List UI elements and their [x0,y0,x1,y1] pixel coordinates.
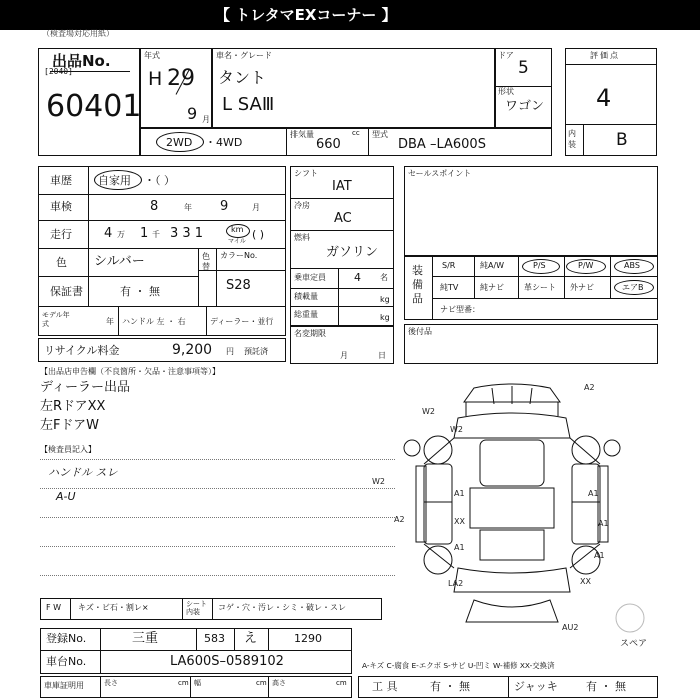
mark-w2-top: W2 [422,407,435,416]
equip-nav: ナビ型番： [440,305,480,314]
model-year-dealer: ディーラー・並行 [210,317,274,326]
lot-label: 出品No. [52,52,111,70]
weight-label: 総重量 [294,310,318,319]
displacement-label: 排気量 [290,130,314,139]
registration-label: 登録No. [46,632,87,645]
recycle-status: 預託済 [244,347,268,356]
year-value: 29 [167,66,195,91]
car-box [212,48,495,128]
notes-line-1: ディーラー出品 [40,380,130,395]
car-label: 車名・グレード [216,51,272,60]
model-value: DBA –LA600S [398,137,486,152]
mark-a1-lr: A1 [454,543,465,552]
jack-value: 有 ・ 無 [586,680,626,693]
equipment-label: 装備品 [412,264,423,305]
inspection-label: 車検 [50,200,72,213]
damage-legend: A-キズ C-腐食 E-エクボ S-サビ U-凹ミ W-補修 XX-交換済 [362,661,555,670]
garage-label: 車庫証明用 [44,681,84,690]
name-change-label: 名変期限 [294,329,326,338]
load-label: 積載量 [294,292,318,301]
year-label: 年式 [144,51,160,60]
equip-r1-1: 純A/W [480,261,505,270]
weight-unit: kg [380,313,390,322]
mileage-mile: マイル [228,238,246,245]
capacity-value: 4 [354,271,361,284]
shape-value: ワゴン [505,99,545,114]
score-label: 評価点 [590,51,620,60]
mileage-label: 走行 [50,228,72,241]
notes-line-2: 左RドアXX [40,399,106,414]
fuel-value: ガソリン [326,245,379,260]
mileage-rest: 3 3 1 [170,226,204,241]
year-month-unit: 月 [202,115,210,124]
mileage-sen-unit: 千 [152,230,160,239]
history-rest: ・（ ） [144,174,175,187]
drive-4wd: 4WD [216,136,243,149]
recycle-unit: 円 [226,347,234,356]
mileage-km: km [231,225,244,234]
shift-label: シフト [294,169,318,178]
registration-class: 583 [204,632,225,645]
color-change-label: 色替 [202,252,210,271]
shape-label: 形状 [498,87,514,96]
sales-point-label: セールスポイント [408,169,472,178]
score-value: 4 [596,84,612,112]
inspection-month-unit: 月 [252,203,260,212]
mark-a1-rf: A1 [588,489,599,498]
color-label: 色 [56,256,67,269]
car-name: タント [218,68,267,87]
banner-title: 【 トレタマEXコーナー 】 [215,6,397,24]
fw-rest: コゲ・穴・汚レ・シミ・破レ・スレ [218,603,346,612]
jack-label: ジャッキ [514,680,558,693]
mark-xx-left: XX [454,517,465,526]
load-unit: kg [380,295,390,304]
door-value: 5 [518,58,529,78]
fw-label: F W [46,603,62,612]
mark-a1-rr: A1 [594,551,605,560]
mark-a1-right: A1 [598,519,609,528]
garage-width: 幅 [194,679,201,687]
chassis-value: LA600S–0589102 [170,654,284,669]
name-change-day: 日 [378,351,386,360]
inspection-month: 9 [220,199,229,214]
interior-value: B [616,130,628,150]
history-label: 車歴 [50,174,72,187]
shift-value: IAT [332,179,352,194]
mark-a1-lf: A1 [454,489,465,498]
history-value: 自家用 [98,174,131,187]
notes-line-3: 左FドアW [40,418,99,433]
notes-label: 【出品店申告欄（不良箇所・欠品・注意事項等）】 [40,367,220,376]
mileage-man: 4 [104,226,113,241]
door-label: ドア [498,51,514,60]
equip-r2-0: 純TV [440,283,459,292]
aftermarket-box [404,324,658,364]
car-diagram [362,378,662,658]
lot-number: 60401 [46,89,142,124]
mileage-sen: 1 [140,226,149,241]
equip-r1-0: S/R [442,261,456,270]
garage-width-cm: cm [256,679,267,687]
garage-length: 長さ [104,679,118,687]
color-code-label: カラーNo. [220,251,258,260]
recycle-value: 9,200 [172,342,213,358]
color-value: シルバー [94,254,145,269]
equip-r1-2: P/S [533,261,546,270]
fw-items: キズ・ビ石・割レ× [78,603,149,612]
capacity-unit: 名 [380,273,388,282]
equip-r2-4: エアB [622,283,644,292]
inspection-year: 8 [150,199,159,214]
recycle-label: リサイクル料金 [44,344,120,357]
inspector-line-1: ハンドル スレ [48,466,118,479]
aftermarket-label: 後付品 [408,327,432,336]
equip-r2-3: 外ナビ [570,283,594,292]
registration-area: 三重 [132,631,159,646]
mark-au2: AU2 [562,623,579,632]
model-year-label: モデル年式 [42,311,70,328]
garage-length-cm: cm [178,679,189,687]
registration-number: 1290 [294,632,322,645]
top-cut-text: （検査場対応用紙） [42,29,114,38]
garage-height: 高さ [272,679,286,687]
inspector-label: 【検査員記入】 [40,445,96,454]
fuel-label: 燃料 [294,233,310,242]
lot-tag: [2040] [44,67,73,76]
interior-label: 内装 [568,129,576,149]
mark-a2-top: A2 [584,383,595,392]
garage-height-cm: cm [336,679,347,687]
warranty-value: 有 ・ 無 [120,285,160,298]
mark-xx-rr: XX [580,577,591,586]
mark-w2-left: W2 [450,425,463,434]
capacity-label: 乗車定員 [294,273,326,282]
mileage-man-unit: 万 [117,230,125,239]
displacement-unit: cc [352,129,360,137]
color-code: S28 [226,278,251,293]
displacement-value: 660 [316,137,341,152]
inspection-year-unit: 年 [184,203,192,212]
year-era: H [148,68,163,90]
tools-label: 工 具 [372,680,398,693]
warranty-label: 保証書 [50,285,83,298]
equip-r2-1: 純ナビ [480,283,504,292]
mark-w2-door: W2 [372,477,385,486]
sales-point-box [404,166,658,256]
mark-a2-left: A2 [394,515,405,524]
aircon-value: AC [334,211,352,226]
aircon-label: 冷房 [294,201,310,210]
spare-label: スペア [620,639,648,649]
car-grade: L SAⅢ [222,94,275,115]
registration-kana: え [244,631,258,646]
equip-r2-2: 革シート [524,283,556,292]
fw-seat: シート内装 [186,600,207,616]
inspector-line-2: A‐U [56,490,76,503]
year-month: 9 [187,104,198,123]
equip-r1-3: P/W [578,261,594,270]
name-change-month: 月 [340,351,348,360]
model-year-handle: ハンドル 左 ・ 右 [122,317,186,326]
equip-r1-4: ABS [624,261,640,270]
model-year-unit: 年 [106,317,114,326]
chassis-label: 車台No. [46,655,87,668]
mark-la2: LA2 [448,579,464,588]
tools-value: 有 ・ 無 [430,680,470,693]
drive-2wd: 2WD [166,136,193,149]
model-label: 型式 [372,130,388,139]
